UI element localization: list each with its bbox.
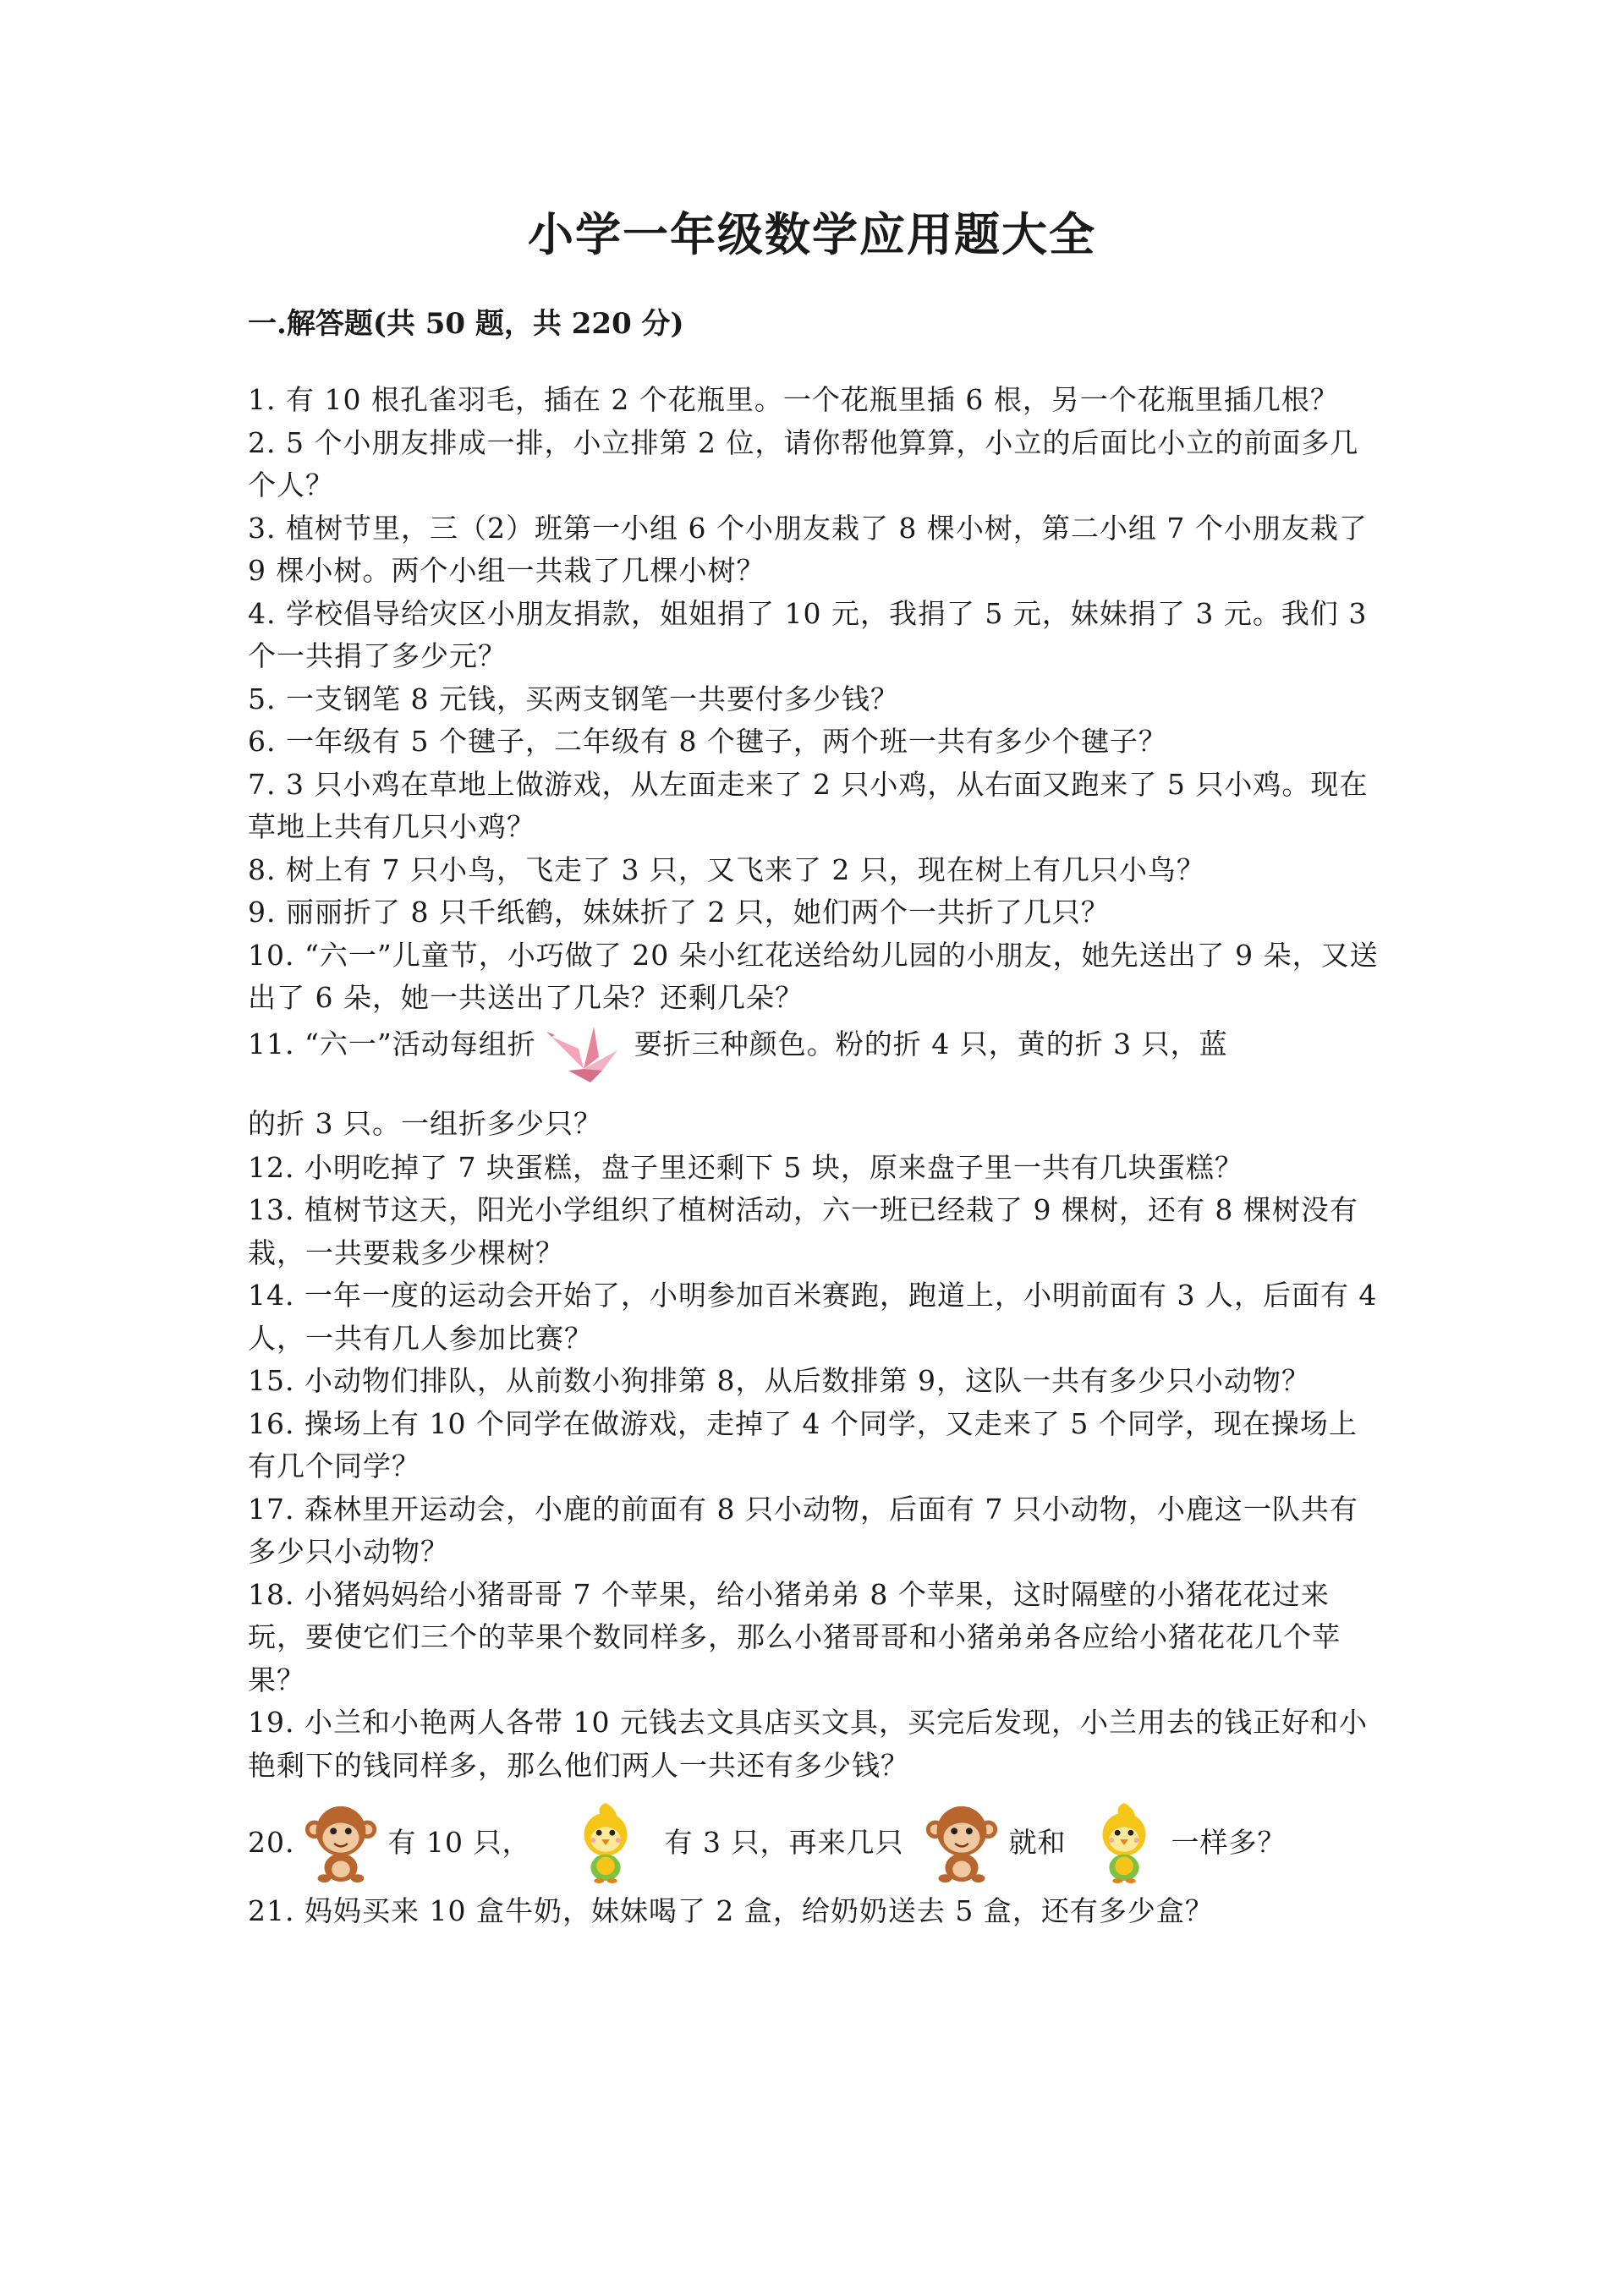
question-20-part-2: 有 3 只，再来几只 [664, 1825, 904, 1859]
question-6: 6. 一年级有 5 个毽子，二年级有 8 个毽子，两个班一共有多少个毽子？ [248, 725, 1167, 758]
question-12: 12. 小明吃掉了 7 块蛋糕，盘子里还剩下 5 块，原来盘子里一共有几块蛋糕？ [248, 1150, 1243, 1184]
question-11-part-1: 11. “六一”活动每组折 [248, 1027, 536, 1060]
question-8: 8. 树上有 7 只小鸟，飞走了 3 只，又飞来了 2 只，现在树上有几只小鸟？ [248, 852, 1205, 886]
question-20-part-1: 有 10 只， [387, 1825, 531, 1859]
yellow-chick-icon [1083, 1800, 1166, 1885]
question-16: 16. 操场上有 10 个同学在做游戏，走掉了 4 个同学，又走来了 5 个同学，现在操场上有几个同学？ [248, 1406, 1358, 1482]
question-list [248, 379, 1385, 1933]
monkey-icon [299, 1800, 382, 1885]
question-20-number: 20. [248, 1825, 295, 1859]
question-11 [248, 1020, 1385, 1147]
question-21: 21. 妈妈买来 10 盒牛奶，妹妹喝了 2 盒，给奶奶送去 5 盒，还有多少盒？ [248, 1894, 1214, 1927]
question-3: 3. 植树节里，三（2）班第一小组 6 个小朋友栽了 8 棵小树，第二小组 7 个小朋友栽了 9 棵小树。两个小组一共栽了几棵小树？ [248, 511, 1368, 587]
question-20 [248, 1800, 1385, 1885]
section-heading: 一.解答题(共 50 题，共 220 分) [248, 307, 684, 341]
question-20-part-4: 一样多？ [1171, 1825, 1287, 1859]
question-14: 14. 一年一度的运动会开始了，小明参加百米赛跑，跑道上，小明前面有 3 人，后面有 4 人，一共有几人参加比赛？ [248, 1279, 1378, 1355]
question-13: 13. 植树节这天，阳光小学组织了植树活动，六一班已经栽了 9 棵树，还有 8 棵树没有栽，一共要栽多少棵树？ [248, 1193, 1358, 1269]
question-7: 7. 3 只小鸡在草地上做游戏，从左面走来了 2 只小鸡，从右面又跑来了 5 只小鸡。现在草地上共有几只小鸡？ [248, 767, 1369, 843]
question-17: 17. 森林里开运动会，小鹿的前面有 8 只小动物，后面有 7 只小动物，小鹿这一队共有多少只小动物？ [248, 1492, 1358, 1568]
page-title: 小学一年级数学应用题大全 [528, 207, 1096, 261]
question-1: 1. 有 10 根孔雀羽毛，插在 2 个花瓶里。一个花瓶里插 6 根，另一个花瓶里插几根？ [248, 383, 1339, 416]
paper-crane-icon [543, 1020, 628, 1088]
question-10: 10. “六一”儿童节，小巧做了 20 朵小红花送给幼儿园的小朋友，她先送出了 9 朵，又送出了 6 朵，她一共送出了几朵？还剩几朵？ [248, 938, 1379, 1014]
question-20-part-3: 就和 [1008, 1825, 1067, 1859]
yellow-chick-icon [564, 1800, 647, 1885]
question-2: 2. 5 个小朋友排成一排，小立排第 2 位，请你帮他算算，小立的后面比小立的前面多几个人？ [248, 425, 1359, 501]
monkey-icon [920, 1800, 1003, 1885]
question-15: 15. 小动物们排队，从前数小狗排第 8，从后数排第 9，这队一共有多少只小动物？ [248, 1364, 1310, 1397]
question-5: 5. 一支钢笔 8 元钱，买两支钢笔一共要付多少钱？ [248, 682, 899, 715]
question-4: 4. 学校倡导给灾区小朋友捐款，姐姐捐了 10 元，我捐了 5 元，妹妹捐了 3 元。我们 3 个一共捐了多少元？ [248, 596, 1368, 672]
question-9: 9. 丽丽折了 8 只千纸鹤，妹妹折了 2 只，她们两个一共折了几只？ [248, 896, 1110, 929]
question-11-part-2: 要折三种颜色。粉的折 4 只，黄的折 3 只，蓝 [634, 1027, 1228, 1060]
question-11-part-3: 的折 3 只。一组折多少只？ [248, 1106, 602, 1140]
question-18: 18. 小猪妈妈给小猪哥哥 7 个苹果，给小猪弟弟 8 个苹果，这时隔壁的小猪花花过来玩，要使它们三个的苹果个数同样多，那么小猪哥哥和小猪弟弟各应给小猪花花几个苹果？ [248, 1577, 1341, 1696]
question-19: 19. 小兰和小艳两人各带 10 元钱去文具店买文具，买完后发现，小兰用去的钱正好和小艳剩下的钱同样多，那么他们两人一共还有多少钱？ [248, 1706, 1368, 1782]
